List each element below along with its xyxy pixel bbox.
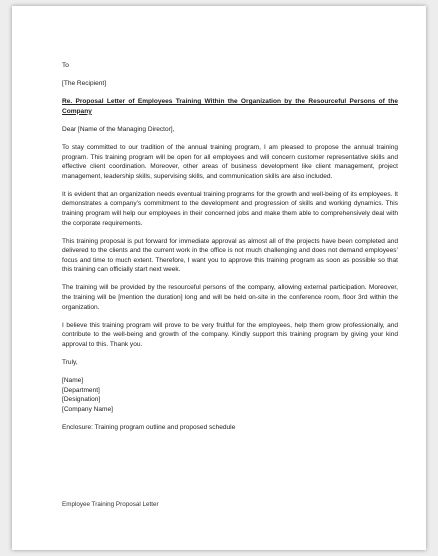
letter-body: [62, 61, 398, 441]
letter-page: [12, 6, 426, 550]
enclosure-line: Enclosure: Training program outline and proposed schedule: [62, 423, 236, 431]
signature-company: [Company Name]: [62, 405, 113, 413]
signature-designation: [Designation]: [62, 396, 101, 404]
subject-line: Re. Proposal Letter of Employees Training Within the Organization by the Resourceful Persons of the Company: [62, 98, 398, 115]
greeting-line: Dear [Name of the Managing Director],: [62, 125, 175, 133]
signature-department: [Department]: [62, 386, 100, 394]
page-footer: Employee Training Proposal Letter: [62, 501, 159, 508]
to-line: To: [62, 62, 69, 69]
paragraph-2: It is evident that an organization needs eventual training programs for the growth and well-being of its employees. It demonstrates a company’s commitment to the development and progression of skills and working dynamics. This training program will help our employees in their concerned jobs and make them able to comprehensively deal with the corporate requirements.: [62, 190, 398, 227]
signature-name: [Name]: [62, 377, 84, 385]
paragraph-3: This training proposal is put forward for immediate approval as almost all of the projects have been completed and delivered to the clients and the current work in the office is not much challenging and does not demand employees’ focus and time to much extent. Therefore, I want you to approve this training program as soon as possible so that this training can officially start next week.: [62, 237, 398, 274]
recipient-line: [The Recipient]: [62, 80, 107, 88]
closing-line: Truly,: [62, 358, 78, 366]
paragraph-5: I believe this training program will prove to be very fruitful for the employees, help them grow professionally, and contribute to the well-being and growth of the company. Kindly support this training program by giving your kind approval to this. Thank you.: [62, 321, 398, 348]
paragraph-1: To stay committed to our tradition of the annual training program, I am pleased to propose the annual training program. This training program will be open for all employees and will concern customer representative skills and effective client coordination. Moreover, other areas of business development like client management, project management, leadership skills, supervising skills, and communication skills are also included.: [62, 144, 398, 180]
paragraph-4: The training will be provided by the resourceful persons of the company, allowing external participation. Moreover, the training will be [mention the duration] long and will be held on-site in the conference room, floor 3rd within the organization.: [62, 284, 398, 311]
